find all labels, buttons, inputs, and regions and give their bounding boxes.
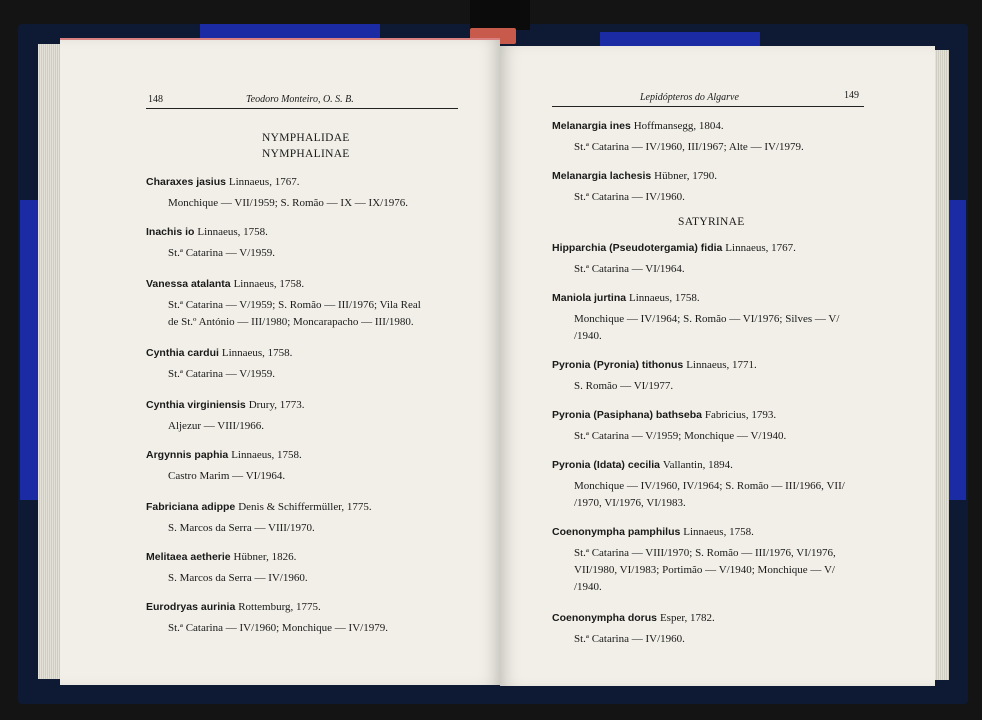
locality-record: /1940. (574, 581, 602, 593)
species-entry (552, 612, 715, 624)
species-entry (146, 278, 304, 290)
species-name: Melitaea aetherie (146, 551, 234, 563)
locality-record: St.ª Catarina — V/1959; Monchique — V/1940. (574, 430, 787, 442)
locality-record: St.ª Catarina — IV/1960, III/1967; Alte — IV/1979. (574, 141, 804, 153)
species-author: Hübner, 1826. (233, 551, 297, 563)
locality-record: Monchique — VII/1959; S. Romão — IX — IX/1976. (168, 197, 408, 209)
species-name: Coenonympha dorus (552, 612, 660, 624)
species-author: Linnaeus, 1758. (233, 278, 305, 290)
locality-record: St.ª Catarina — IV/1960. (574, 191, 685, 203)
species-name: Eurodryas aurinia (146, 601, 239, 613)
species-author: Linnaeus, 1758. (197, 226, 268, 238)
species-name: Argynnis paphia (146, 449, 232, 461)
locality-record: St.ª Catarina — V/1959; S. Romão — III/1976; Vila Real (168, 299, 421, 311)
species-author: Drury, 1773. (248, 399, 305, 411)
species-author: Linnaeus, 1758. (683, 526, 754, 538)
locality-record: VII/1980, VI/1983; Portimão — V/1940; Monchique — V/ (574, 564, 835, 576)
locality-record: /1970, VI/1976, VI/1983. (574, 497, 686, 509)
book-spine (470, 0, 530, 30)
species-author: Esper, 1782. (659, 612, 715, 624)
page-number: 149 (844, 90, 859, 101)
species-name: Hipparchia (Pseudotergamia) fidia (552, 242, 726, 254)
species-author: Fabricius, 1793. (704, 409, 777, 421)
species-entry (552, 409, 776, 421)
right-page (500, 46, 935, 686)
locality-record: S. Marcos da Serra — IV/1960. (168, 572, 308, 584)
locality-record: /1940. (574, 330, 602, 342)
species-entry (146, 347, 292, 359)
locality-record: de St.º António — III/1980; Moncarapacho — III/1980. (168, 316, 414, 328)
left-page (60, 40, 500, 685)
page-edges-left (38, 44, 62, 679)
species-author: Hübner, 1790. (654, 170, 717, 182)
species-name: Pyronia (Idata) cecilia (552, 459, 663, 471)
locality-record: St.ª Catarina — IV/1960; Monchique — IV/1979. (168, 622, 388, 634)
locality-record: Aljezur — VIII/1966. (168, 420, 265, 432)
locality-record: St.ª Catarina — IV/1960. (574, 633, 685, 645)
page-edges-right (933, 50, 949, 680)
species-author: Linnaeus, 1758. (221, 347, 293, 359)
species-entry (146, 399, 305, 411)
species-entry (552, 120, 724, 132)
species-name: Fabriciana adippe (146, 501, 239, 513)
subfamily-heading: SATYRINAE (678, 216, 745, 228)
species-name: Maniola jurtina (552, 292, 630, 304)
species-name: Melanargia ines (552, 120, 634, 132)
locality-record: S. Romão — VI/1977. (574, 380, 674, 392)
species-author: Hoffmansegg, 1804. (633, 120, 724, 132)
locality-record: St.ª Catarina — VI/1964. (574, 263, 685, 275)
species-entry (552, 292, 700, 304)
species-name: Inachis io (146, 226, 198, 238)
species-name: Melanargia lachesis (552, 170, 655, 182)
species-entry (552, 359, 757, 371)
species-author: Linnaeus, 1758. (629, 292, 700, 304)
species-entry (146, 551, 296, 563)
species-author: Linnaeus, 1771. (686, 359, 757, 371)
species-entry (146, 501, 372, 513)
locality-record: St.ª Catarina — V/1959. (168, 247, 276, 259)
locality-record: Monchique — IV/1964; S. Romão — VI/1976; Silves — V/ (574, 313, 840, 325)
species-entry (552, 170, 717, 182)
running-head: Teodoro Monteiro, O. S. B. (246, 94, 354, 105)
species-entry (146, 176, 299, 188)
species-entry (552, 526, 754, 538)
species-author: Vallantin, 1894. (662, 459, 733, 471)
marbled-endpaper-top-right (600, 32, 760, 46)
header-rule (146, 108, 458, 109)
page-number: 148 (148, 94, 163, 105)
species-entry (146, 226, 268, 238)
marbled-endpaper-top (200, 24, 380, 38)
locality-record: Castro Marim — VI/1964. (168, 470, 286, 482)
marbled-endpaper-right (948, 200, 966, 500)
species-entry (552, 242, 796, 254)
subfamily-heading: NYMPHALINAE (262, 148, 350, 160)
species-name: Vanessa atalanta (146, 278, 234, 290)
species-author: Linnaeus, 1758. (231, 449, 302, 461)
species-entry (146, 449, 302, 461)
species-author: Linnaeus, 1767. (228, 176, 300, 188)
species-name: Cynthia cardui (146, 347, 222, 359)
species-name: Charaxes jasius (146, 176, 229, 188)
locality-record: St.ª Catarina — V/1959. (168, 368, 276, 380)
species-entry (552, 459, 733, 471)
locality-record: St.ª Catarina — VIII/1970; S. Romão — III/1976, VI/1976, (574, 547, 836, 559)
species-name: Pyronia (Pyronia) tithonus (552, 359, 687, 371)
family-heading: NYMPHALIDAE (262, 132, 350, 144)
species-author: Linnaeus, 1767. (725, 242, 796, 254)
locality-record: S. Marcos da Serra — VIII/1970. (168, 522, 315, 534)
locality-record: Monchique — IV/1960, IV/1964; S. Romão — III/1966, VII/ (574, 480, 845, 492)
species-author: Denis & Schiffermüller, 1775. (238, 501, 372, 513)
species-name: Cynthia virginiensis (146, 399, 249, 411)
header-rule (552, 106, 864, 107)
species-entry (146, 601, 321, 613)
species-author: Rottemburg, 1775. (238, 601, 321, 613)
running-head: Lepidópteros do Algarve (640, 92, 739, 103)
species-name: Pyronia (Pasiphana) bathseba (552, 409, 705, 421)
species-name: Coenonympha pamphilus (552, 526, 684, 538)
